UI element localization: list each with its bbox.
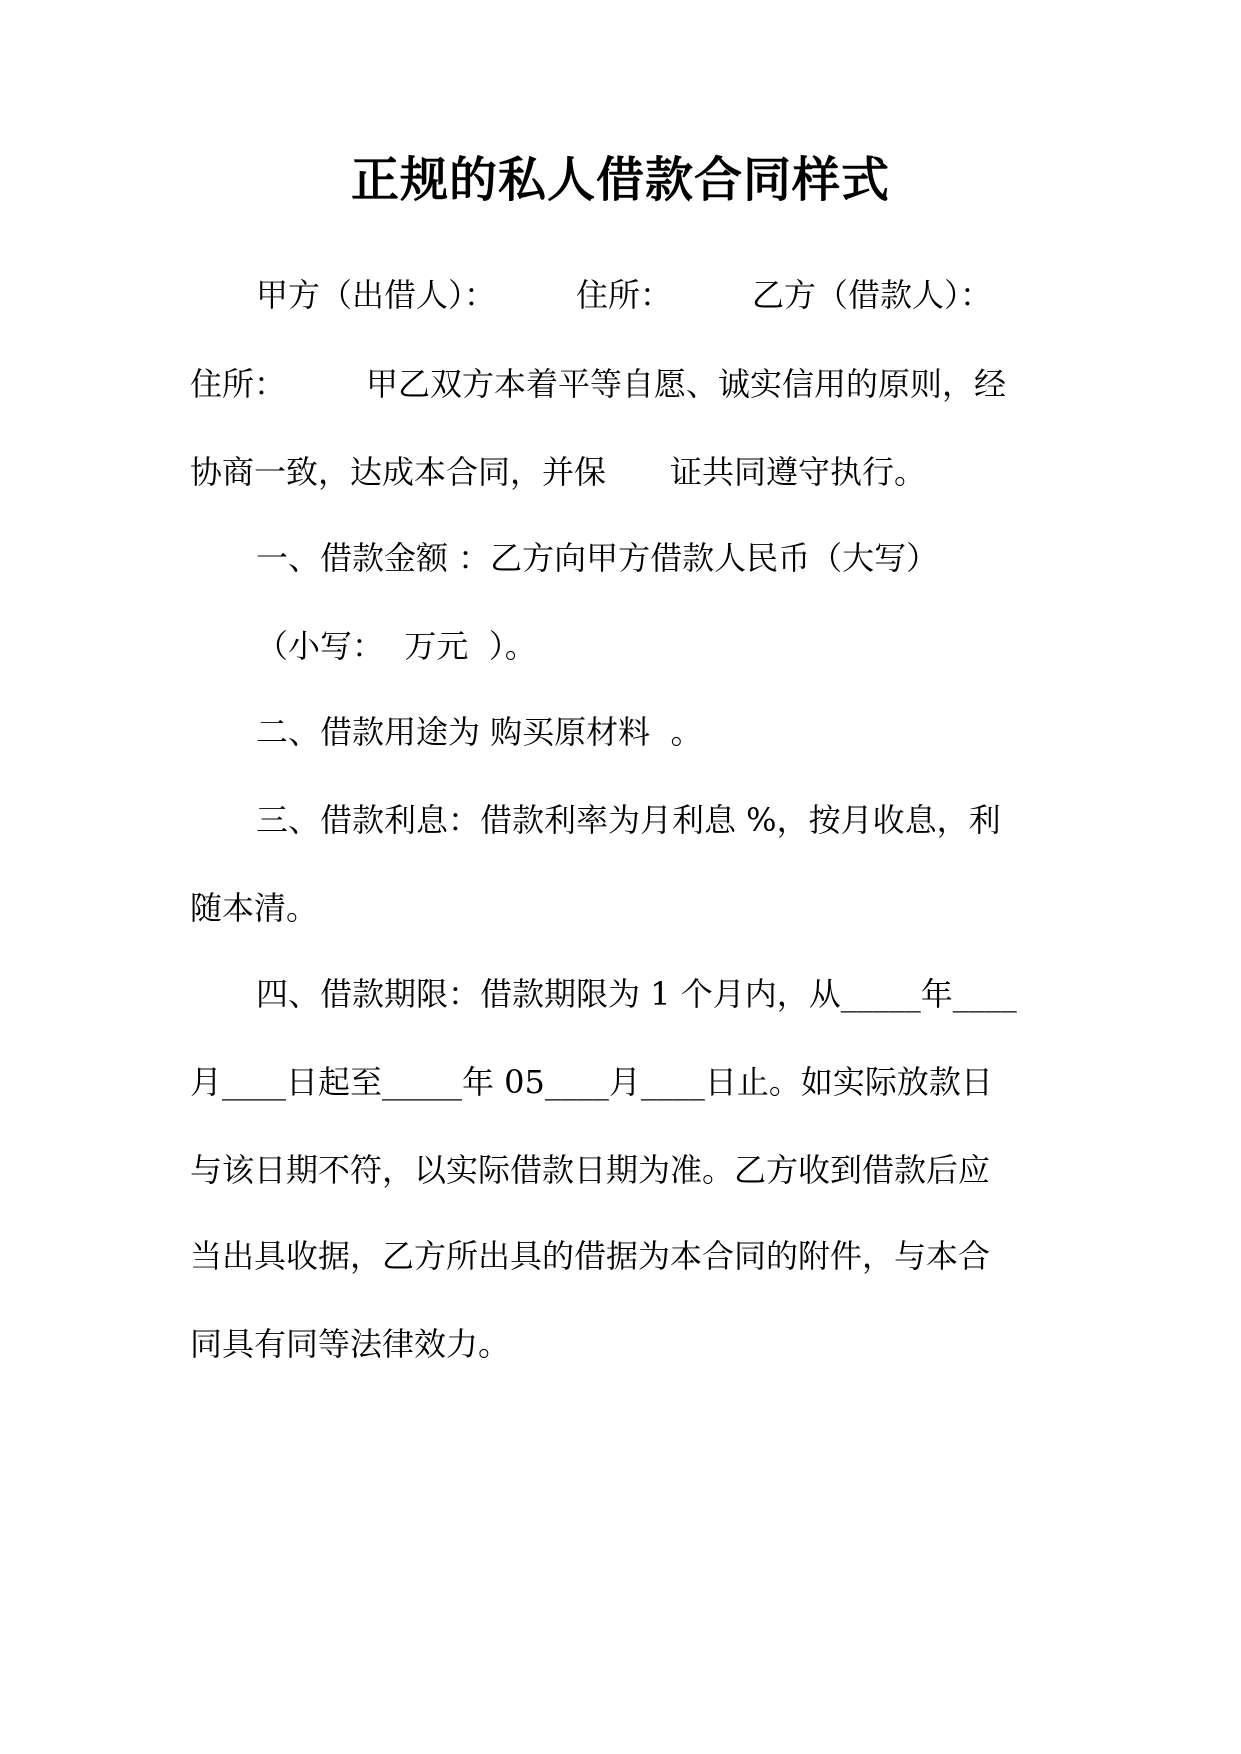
clause-3-interest: 三、借款利息：借款利率为月利息 %，按月收息，利 xyxy=(256,801,1001,839)
clause-1-amount: 一、借款金额 ：乙方向甲方借款人民币（大写） xyxy=(256,539,939,577)
principle-line: 住所： 甲乙双方本着平等自愿、诚实信用的原则，经 xyxy=(190,365,1007,403)
clause-4-receipt: 当出具收据，乙方所出具的借据为本合同的附件，与本合 xyxy=(190,1237,991,1275)
clause-4-term: 四、借款期限：借款期限为 1 个月内，从_____年____ xyxy=(256,975,1017,1013)
agreement-line: 协商一致，达成本合同，并保 证共同遵守执行。 xyxy=(190,453,927,491)
clause-3-interest-continued: 随本清。 xyxy=(190,889,319,927)
clause-4-term-dates: 月____日起至_____年 05____月____日止。如实际放款日 xyxy=(190,1063,993,1101)
clause-4-term-actual-date: 与该日期不符，以实际借款日期为准。乙方收到借款后应 xyxy=(190,1151,991,1189)
clause-4-legal-effect: 同具有同等法律效力。 xyxy=(190,1325,511,1363)
clause-1-amount-numeric: （小写： 万元 ）。 xyxy=(256,627,537,665)
document-title: 正规的私人借款合同样式 xyxy=(350,152,890,208)
clause-2-purpose: 二、借款用途为 购买原材料 。 xyxy=(256,713,703,751)
party-info-line: 甲方（出借人）： 住所： 乙方（借款人）： xyxy=(256,276,993,314)
